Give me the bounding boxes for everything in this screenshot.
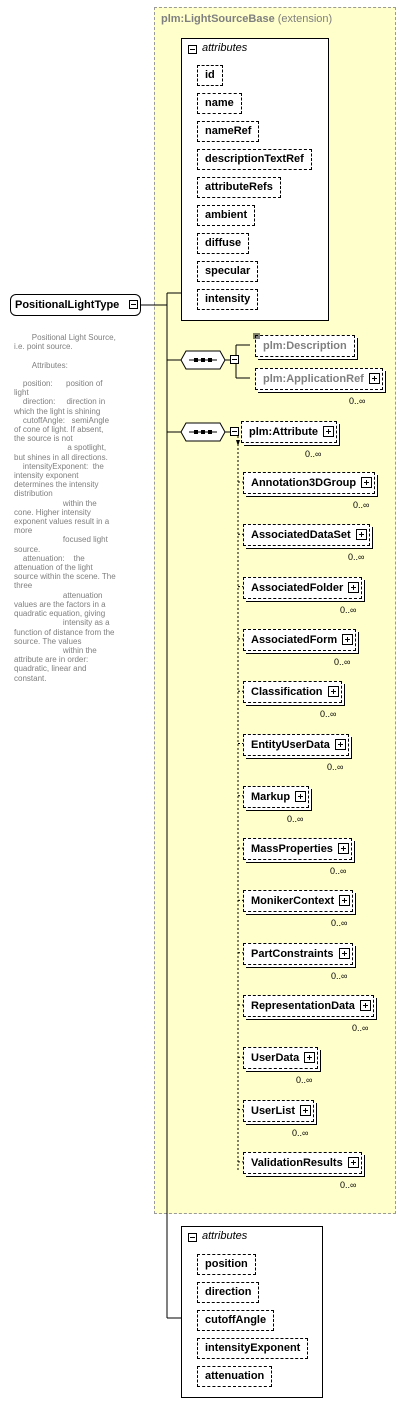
expand-icon[interactable]: [323, 426, 334, 437]
element-name: Classification: [251, 686, 323, 699]
sequence-compositor[interactable]: [180, 422, 226, 442]
expand-icon[interactable]: [348, 582, 359, 593]
root-element-name: PositionalLightType: [15, 299, 120, 311]
base-attribute[interactable]: specular: [197, 261, 258, 282]
choice-element[interactable]: [243, 943, 353, 965]
choice-element[interactable]: [243, 1152, 362, 1174]
element-name: MonikerContext: [251, 895, 335, 908]
element-name: Description: [286, 340, 347, 352]
expand-icon[interactable]: [348, 1157, 359, 1168]
sequence-icon: [180, 422, 226, 442]
element-name: AssociatedDataSet: [251, 529, 351, 542]
expand-icon[interactable]: [338, 843, 349, 854]
description-element[interactable]: [255, 335, 355, 357]
cardinality-label: 0..∞: [287, 813, 304, 824]
element-name: EntityUserData: [251, 738, 330, 751]
cardinality-label: 0..∞: [340, 1179, 357, 1190]
collapse-icon[interactable]: [188, 45, 197, 54]
cardinality-label: 0..∞: [349, 396, 366, 406]
base-attribute[interactable]: diffuse: [197, 233, 249, 254]
namespace-prefix: plm:: [263, 373, 287, 385]
element-name: AssociatedFolder: [251, 581, 344, 594]
element-name: plm:Attribute: [249, 426, 319, 438]
root-element[interactable]: [10, 294, 141, 316]
own-attribute[interactable]: intensityExponent: [197, 1338, 308, 1359]
attribute-element[interactable]: [241, 421, 337, 443]
base-attribute[interactable]: nameRef: [197, 121, 259, 142]
expand-icon[interactable]: [328, 686, 339, 697]
cardinality-label: 0..∞: [331, 918, 348, 929]
element-name: ApplicationRef: [286, 373, 364, 385]
cardinality-label: 0..∞: [334, 656, 351, 667]
element-name: Annotation3DGroup: [251, 477, 357, 489]
cardinality-label: 0..∞: [331, 970, 348, 981]
element-name: MassProperties: [251, 843, 333, 856]
expand-icon[interactable]: [360, 1000, 371, 1011]
cardinality-label: 0..∞: [340, 604, 357, 615]
element-name: Markup: [251, 790, 291, 803]
base-attribute[interactable]: intensity: [197, 289, 258, 310]
extension-title: [161, 13, 332, 25]
element-name: UserList: [251, 1104, 296, 1117]
element-name: RepresentationData: [251, 1000, 355, 1012]
own-attribute[interactable]: cutoffAngle: [197, 1310, 274, 1331]
choice-element[interactable]: [243, 838, 352, 860]
documentation-icon: [253, 333, 260, 340]
choice-element[interactable]: [243, 681, 342, 703]
extension-type-name: plm:LightSourceBase: [161, 13, 275, 25]
own-attributes-label: attributes: [202, 1230, 248, 1242]
choice-element[interactable]: [243, 524, 370, 546]
collapse-icon[interactable]: [188, 1233, 197, 1242]
expand-icon[interactable]: [356, 529, 367, 540]
element-name: UserData: [251, 1052, 300, 1065]
base-attribute[interactable]: descriptionTextRef: [197, 149, 312, 170]
choice-element[interactable]: [243, 1100, 314, 1122]
expand-icon[interactable]: [369, 373, 380, 384]
expand-icon[interactable]: [295, 791, 306, 802]
extension-tag: (extension): [277, 13, 333, 25]
namespace-prefix: plm:: [263, 340, 287, 352]
expand-icon[interactable]: [339, 895, 350, 906]
own-attribute[interactable]: attenuation: [197, 1366, 272, 1387]
base-attribute[interactable]: ambient: [197, 205, 255, 226]
choice-element[interactable]: [243, 786, 309, 808]
element-name: ValidationResults: [251, 1156, 343, 1169]
choice-element[interactable]: [243, 577, 362, 599]
cardinality-label: 0..∞: [327, 761, 344, 772]
own-attribute[interactable]: direction: [197, 1282, 259, 1303]
sequence-icon: [180, 350, 226, 370]
choice-element[interactable]: [243, 472, 375, 494]
collapse-icon[interactable]: [230, 427, 239, 436]
cardinality-label: 0..∞: [305, 449, 322, 459]
element-name: AssociatedForm: [251, 633, 338, 646]
cardinality-label: 0..∞: [296, 1075, 313, 1086]
expand-icon[interactable]: [339, 948, 350, 959]
documentation-text: Positional Light Source, i.e. point source. Attributes: position: position of light direction: direction in which the light is shining cutoffAngle: semiAngle of cone of light. If absent, the source is not a spotlight, but shines in all directions. intensityExponent: the intensity exponent determines the intensity distribution within the cone. Higher intensity exponent values result in a more focused light source. attenuation: the attenuation of the light source within the scene. The three attenuation values are the factors in a quadratic equation, giving intensity as a function of distance from the source. The values within the attribute are in order: quadratic, linear and constant.: [14, 333, 116, 683]
expand-icon[interactable]: [342, 634, 353, 645]
expand-icon[interactable]: [304, 1052, 315, 1063]
application-ref-element[interactable]: [255, 368, 383, 390]
choice-element[interactable]: [243, 629, 356, 651]
cardinality-label: 0..∞: [352, 1023, 369, 1033]
expand-icon[interactable]: [300, 1105, 311, 1116]
base-attributes-label: attributes: [202, 42, 248, 54]
cardinality-label: 0..∞: [330, 866, 347, 877]
cardinality-label: 0..∞: [292, 1127, 309, 1138]
sequence-compositor[interactable]: [180, 350, 226, 370]
choice-element[interactable]: [243, 734, 349, 756]
base-attribute[interactable]: attributeRefs: [197, 177, 281, 198]
collapse-icon[interactable]: [230, 355, 239, 364]
cardinality-label: 0..∞: [353, 500, 370, 510]
element-name: PartConstraints: [251, 947, 334, 960]
choice-element[interactable]: [243, 1047, 318, 1069]
base-attribute[interactable]: id: [197, 65, 223, 86]
choice-element[interactable]: [243, 890, 353, 912]
collapse-icon[interactable]: [129, 300, 138, 309]
cardinality-label: 0..∞: [320, 709, 337, 720]
choice-element[interactable]: [243, 995, 374, 1017]
expand-icon[interactable]: [361, 477, 372, 488]
own-attribute[interactable]: position: [197, 1254, 256, 1275]
expand-icon[interactable]: [335, 739, 346, 750]
cardinality-label: 0..∞: [348, 552, 365, 563]
base-attribute[interactable]: name: [197, 93, 242, 114]
